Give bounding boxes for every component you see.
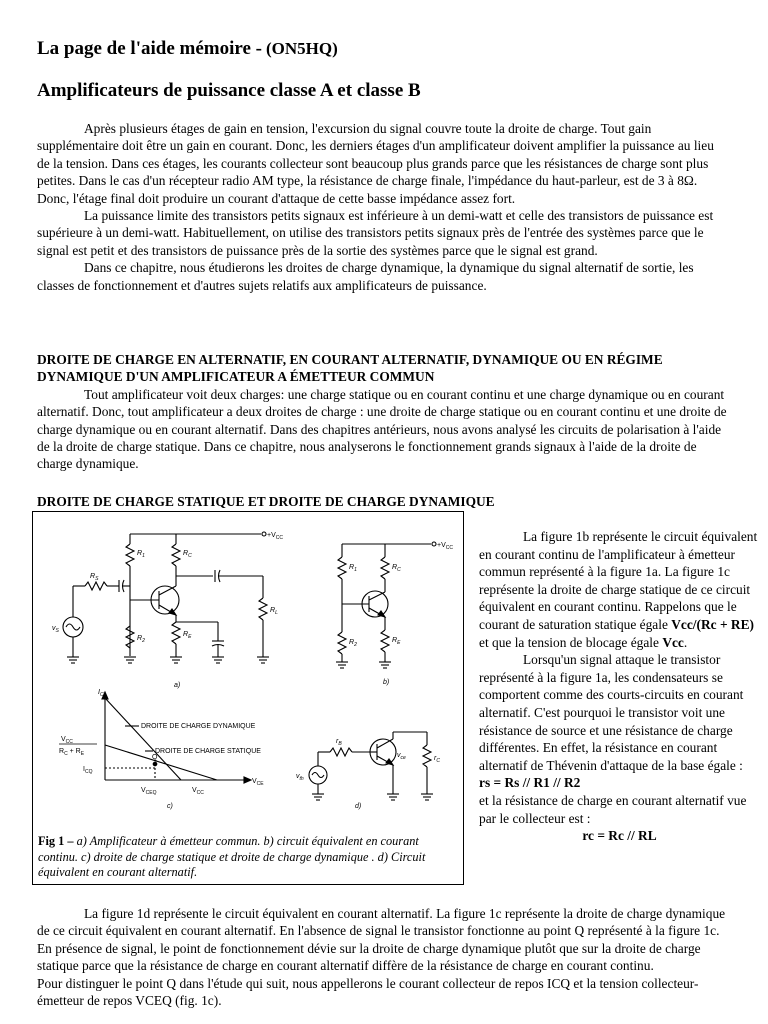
section-heading-ac: DROITE DE CHARGE EN ALTERNATIF, EN COURANT ALTERNATIF, DYNAMIQUE OU EN RÉGIME DYNAMIQUE D'UN AMPLIFICATEUR A ÉMETTEUR COMMUN — [37, 352, 663, 385]
label-ic: $I_C$ — [98, 689, 104, 698]
intro-paragraph-1: Après plusieurs étages de gain en tension, l'excursion du signal couvre toute la droite de charge. Tout gain supplémentaire doit être un gain en courant. Donc, les derniers étages d'un amplificateur doivent amplifier la puissance au lieu de la tension. Dans ces étages, les courants collecteur sont beaucoup plus grands parce que les résistances de charge sont plus petites. Dans le cas d'un récepteur radio AM type, la résistance de charge finale, l'impédance du haut-parleur, est de 3 à 8Ω. Donc, l'étage final doit produire un courant d'attaque de cette basse impédance assez fort. — [37, 121, 714, 206]
side-eq-rs: rs = Rs // R1 // R2 — [479, 775, 581, 791]
label-vcc-frac-num: $V_{CC}$ — [61, 736, 73, 745]
resistor-r1-b — [338, 557, 346, 579]
section-static-dynamic — [37, 493, 727, 510]
label-r1: $R_1$ — [137, 550, 145, 559]
label-rb: $r_B$ — [336, 738, 342, 747]
intro-text — [37, 120, 727, 294]
resistor-rc — [172, 544, 180, 566]
label-vcc-frac-den: $R_C + R_E$ — [59, 748, 85, 757]
label-vs: $v_S$ — [52, 625, 59, 634]
svg-text:RE: $R_E$ — [392, 637, 401, 646]
figure-caption — [38, 834, 456, 881]
label-rc: $R_C$ — [183, 550, 192, 559]
label-dynamic-line: DROITE DE CHARGE DYNAMIQUE — [141, 723, 256, 730]
bottom-paragraph-2: Pour distinguer le point Q dans l'étude qui suit, nous appellerons le courant collecteur de repos ICQ et la tension collecteur-émetteur de repos VCEQ (fig. 1c). — [37, 975, 699, 1009]
label-icq: $I_{CQ}$ — [83, 766, 93, 775]
label-a: a) — [174, 682, 181, 689]
page-subtitle: Amplificateurs de puissance classe A et classe B — [37, 80, 421, 101]
label-vcc-axis: $V_{CC}$ — [192, 787, 204, 796]
side-column — [479, 528, 760, 845]
section-heading-static-dynamic: DROITE DE CHARGE STATIQUE ET DROITE DE CHARGE DYNAMIQUE — [37, 494, 495, 509]
label-vce-ac: $v_{ce}$ — [397, 752, 406, 761]
resistor-r2-b — [338, 632, 346, 654]
page-title: La page de l'aide mémoire - (ON5HQ) — [37, 38, 338, 59]
grounds-a — [67, 657, 269, 663]
label-r2: $R_2$ — [137, 635, 145, 644]
label-d: d) — [355, 803, 362, 810]
side-paragraph-2: Lorsqu'un signal attaque le transistor représenté à la figure 1a, les condensateurs se comportent comme des courts-circuits en courant alternatif. C'est pourquoi le transistor voit une résistance de source et une résistance de charge différentes. En effet, la résistance en courant alternatif de Thévenin d'attaque de la base égale : rs = Rs // R1 // R2 — [479, 652, 744, 791]
side-eq-rc: rc = Rc // RL — [582, 828, 657, 844]
label-re: $R_E$ — [183, 631, 192, 640]
side-eq-vcc: Vcc — [662, 634, 684, 650]
resistor-re — [172, 622, 180, 644]
resistor-rb — [330, 748, 352, 756]
figure-caption-text: a) Amplificateur à émetteur commun. b) circuit équivalent en courant continu. c) droite de charge statique et droite de charge dynamique . d) Circuit équivalent en courant alternatif. — [38, 834, 426, 879]
resistor-rl — [259, 598, 267, 620]
side-paragraph-1: La figure 1b représente le circuit équivalent en courant continu de l'amplificateur à émetteur commun représenté à la figure 1a. La figure 1c représente la droite de charge statique de ce circuit équivalent en courant continu. Rappelons que le courant de saturation statique égale Vcc/(Rc + RE) et que la tension de blocage égale Vcc. — [479, 529, 758, 650]
q-point — [153, 762, 157, 766]
label-vth: $v_{th}$ — [296, 773, 304, 782]
label-b: b) — [383, 679, 390, 686]
label-rl: $R_L$ — [270, 607, 278, 616]
side-paragraph-3: et la résistance de charge en courant alternatif vue par le collecteur est : — [479, 792, 747, 826]
label-vcc-a: $+V_{CC}$ — [267, 532, 283, 541]
figure-1 — [32, 511, 464, 885]
label-static-line: DROITE DE CHARGE STATIQUE — [155, 748, 261, 755]
label-rs: $R_S$ — [90, 573, 99, 582]
intro-paragraph-2: La puissance limite des transistors petits signaux est inférieure à un demi-watt et celle des transistors de puissance est supérieure à un demi-watt. Habituellement, on utilise des transistors petits signaux près de l'entrée des systèmes parce que le signal est petit et des transistors de puissance près de la sortie des systèmes parce que le signal est grand. — [37, 208, 714, 258]
label-vcc-b: $+V_{CC}$ — [437, 542, 453, 551]
section-ac-load-line — [37, 351, 727, 473]
label-c: c) — [167, 803, 173, 810]
side-eq-saturation: Vcc/(Rc + RE) — [671, 616, 754, 632]
label-rc-ac: $r_C$ — [434, 755, 440, 764]
callsign: (ON5HQ) — [265, 39, 338, 58]
resistor-rc-b — [381, 557, 389, 579]
intro-paragraph-3: Dans ce chapitre, nous étudierons les droites de charge dynamique, la dynamique du signal alternatif de sortie, les classes de fonctionnement et d'autres sujets relatifs aux amplificateurs de puissance. — [37, 260, 694, 293]
label-q: Q — [152, 754, 158, 761]
figure-1-drawings — [33, 512, 463, 830]
svg-text:R2: $R_2$ — [349, 639, 357, 648]
bottom-paragraph-1: La figure 1d représente le circuit équivalent en courant alternatif. La figure 1c représente la droite de charge dynamique de ce circuit équivalent en courant alternatif. En l'absence de signal le transistor fonctionne au point Q représenté à la figure 1c. En présence de signal, le point de fonctionnement dévie sur la droite de charge dynamique plutôt que sur la droite de charge statique parce que la résistance de charge en courant alternatif diffère de la résistance de charge en courant continu. — [37, 906, 726, 974]
resistor-re-b — [381, 630, 389, 652]
figure-caption-label: Fig 1 – — [38, 834, 74, 848]
label-vce: $V_{CE}$ — [252, 778, 264, 787]
resistor-rs — [85, 582, 107, 590]
vcc-node-a — [262, 532, 266, 536]
resistor-r1 — [126, 544, 134, 566]
svg-text:RC: $R_C$ — [392, 564, 401, 573]
section-ac-paragraph: Tout amplificateur voit deux charges: une charge statique ou en courant continu et une charge dynamique ou en courant alternatif. Donc, tout amplificateur a deux droites de charge : une droite de charge statique ou en courant continu et une droite de charge dynamique ou en courant alternatif. Dans des chapitres antérieurs, nous avons analysé les circuits de polarisation à l'aide de la droite de charge statique. Dans ce chapitre, nous analyserons le fonctionnement grands signaux à l'aide de la droite de charge dynamique. — [37, 386, 727, 472]
resistor-rc-ac — [423, 745, 431, 767]
label-vceq: $V_{CEQ}$ — [141, 787, 157, 796]
svg-text:R1: $R_1$ — [349, 564, 357, 573]
bottom-text — [37, 905, 727, 1009]
